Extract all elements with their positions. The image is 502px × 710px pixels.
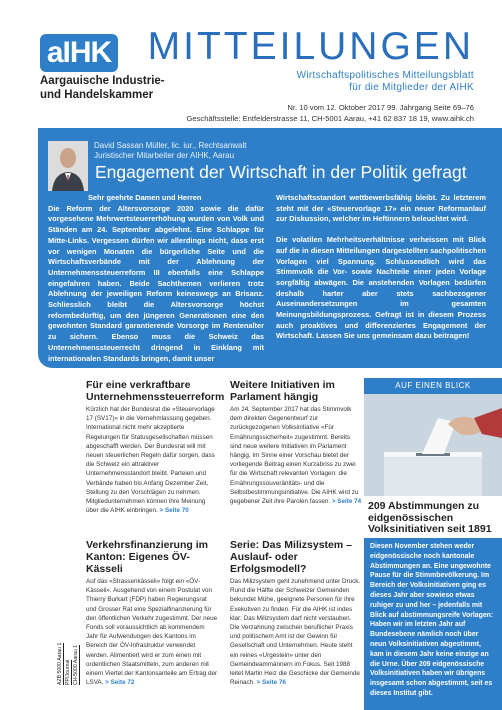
article-teaser: [86, 539, 218, 687]
article-teaser: [86, 379, 225, 515]
issue-line: Nr. 10 vom 12. Oktober 2017 99. Jahrgang Seite 69–76: [287, 103, 474, 112]
article-text: Das Milizsystem geht zunehmend unter Druck. Rund die Hälfte der Schweizer Gemeinden bekundet Mühe, geeignete Personen für ihre Exekutiven zu finden. Für die AIHK ist indes klar: Das Milizsystem darf nicht verstauben. Die Verzahnung zwischen beruflicher Praxis und politischem Amt ist der Gewinn für Gesellschaft und Unternehmen. Heute steht ein reines «Urgestein» unter den Gemeindeammännern im Fokus. Seit 1988 leitet Martin Heiz die Geschicke der Gemeinde Reinach.: [230, 578, 361, 687]
postal-line-3: CH-5000 Aarau 1: [73, 644, 79, 685]
author-byline: [94, 141, 247, 161]
article-title: Verkehrsfinanzierung im Kanton: Eigenes ÖV-Kässeli: [86, 539, 208, 575]
sidebar-header: AUF EINEN BLICK: [364, 378, 502, 394]
org-name-line2: und Handelskammer: [40, 89, 154, 101]
article-title: Serie: Das Milizsystem – Auslauf- oder Erfolgsmodell?: [230, 539, 352, 575]
editorial-greeting: Sehr geehrte Damen und Herren: [88, 193, 202, 202]
masthead-subtitle: [297, 70, 474, 94]
ballot-box-image: [364, 394, 502, 496]
postal-line-1: AZB 5000 Aarau 1: [57, 642, 63, 685]
article-title: Für eine verkraftbare Unternehmenssteuerreform: [86, 379, 225, 403]
article-body: [230, 405, 362, 506]
editorial-text-right: [276, 193, 486, 342]
org-name-line1: Aargauische Industrie-: [40, 75, 165, 87]
article-page-link[interactable]: > Seite 74: [331, 498, 362, 506]
article-page-link[interactable]: > Seite 70: [159, 507, 189, 515]
logo-text: aIHK: [46, 36, 112, 69]
editorial-column-right: [276, 193, 486, 342]
masthead-title: MITTEILUNGEN: [147, 25, 474, 68]
article-body: [86, 577, 218, 687]
article-text: Am 24. September 2017 hat das Stimmvolk dem direkten Gegenentwurf zur zurückgezogenen Volksinitiative «Für Ernährungssicherheit» zugestimmt. Bereits sind neue weitere Initiativen im Parlament hängig. Im Sinne einer Vorschau bietet der vorliegende Beitrag einen Kurzabriss zu zwei für die Wirtschaft relevanten Vorlagen: die Ernährungssouveränitäts- und die Selbstbestimmungsinitiative. Die AIHK wird zu gegebener Zeit ihre Parolen fassen.: [230, 406, 359, 506]
article-text: Auf das «Strassenkässeli» folgt ein «ÖV-Kässeli». Ausgehend von einem Postulat von Thierry Burkart (FDP) haben Regierungsrat und Grosser Rat eine Spezialfinanzierung für den öffentlichen Verkehr zugestimmt. Der neue Fonds soll voraussichtlich ab kommendem Jahr für Aufwendungen des Kantons im Bereich der ÖV-Infrastruktur verwendet werden. Alimentiert wird er zum einen mit ordentlichen Staatsmitteln, zum anderen mit einem Viertel der Kantonsanteile am Ertrag der LSVA.: [86, 578, 218, 687]
subtitle-line1: Wirtschaftspolitisches Mitteilungsblatt: [296, 70, 474, 81]
aihk-logo: [40, 34, 118, 72]
author-role: Juristischer Mitarbeiter der AIHK, Aarau: [94, 151, 235, 160]
editorial-column-left: [48, 193, 264, 364]
article-page-link[interactable]: > Seite 76: [256, 679, 286, 687]
address-line: Geschäftsstelle: Entfelderstrasse 11, CH-5001 Aarau, +41 62 837 18 19, www.aihk.ch: [186, 114, 474, 123]
author-name: David Sassan Müller, lic. iur., Rechtsanwalt: [94, 141, 247, 150]
editorial-paragraph-1: Die Reform der Altersvorsorge 2020 sowie die dafür vorgesehene Mehrwertsteuererhöhung wurden von Volk und Ständen am 24. September abgelehnt. Eine Schlappe für Mitte-Links. Vergessen dürfen wir allerdings nicht, dass erst vor wenigen Monaten die bürgerliche Seite und die Wirtschaftsverbände mit der Ablehnung der Unternehmenssteuerreform III ebenfalls eine Schlappe eingefahren haben. Beide Sachthemen verlieren trotz Ablehnung der jeweiligen Reform keineswegs an Brisanz. Schliesslich bleibt die Altersvorsorge höchst reformbedürftig, um den jüngeren Generationen eine den gewohnten Standard garantierende Vorsorge im Rentenalter zu sichern. Ebenso muss die Schweiz das Unternehmenssteuerrecht dringend in Einklang mit internationalen Standards bringen, damit unser: [48, 203, 264, 363]
sidebar-body: Diesen November stehen weder eidgenössische noch kantonale Abstimmungen an. Eine ungewohnte Pause für die Stimmbevölkerung. Im Bereich der Volksinitiativen ging es dieses Jahr aber sowieso etwas ruhiger zu und her – jedenfalls mit Blick auf abstimmungsreife Vorlagen: Haben wir im letzten Jahr auf Bundesebene nämlich noch über neun Volksinitiativen abgestimmt, kam in diesem Jahr keine einzige an die Urne. Über 209 eidgenössische Volksinitiativen haben wir übrigens insgesamt schon abgestimmt, seit es dieses Institut gibt.: [364, 538, 502, 710]
article-body: [86, 405, 218, 515]
subtitle-line2: für die Mitglieder der AIHK: [349, 82, 474, 93]
at-a-glance-sidebar: [364, 378, 502, 710]
postal-line-2: PP/Journal: [65, 659, 71, 685]
article-title: Weitere Initiativen im Parlament hängig: [230, 379, 335, 403]
editorial-paragraph-3: Die volatilen Mehrheitsverhältnisse verheissen mit Blick auf die in diesen Mitteilungen dargestellten sachpolitischen Vorlagen viel Spannung. Schlussendlich wird das Stimmvolk die Vor- sowie Nachteile einer jeden Vorlage sorgfältig abwägen. Die anstehenden Vorlagen bedürfen deshalb harter aber stets sachbezogener Auseinandersetzungen im gesamten Meinungsbildungsprozess. Gefragt ist in diesem Prozess auch proaktives und differenziertes Engagement der Wirtschaft. Lassen Sie uns gemeinsam dazu beitragen!: [276, 235, 486, 341]
author-photo: [48, 141, 88, 191]
article-body: [230, 577, 362, 687]
editorial-text-left: [48, 193, 264, 364]
organization-name: [40, 74, 165, 102]
postal-imprint: [55, 613, 83, 685]
editorial-headline: Engagement der Wirtschaft in der Politik gefragt: [95, 162, 467, 182]
article-page-link[interactable]: > Seite 72: [105, 679, 135, 687]
article-teaser: [230, 539, 362, 687]
article-text: Kürzlich hat der Bundesrat die «Steuervorlage 17 (SV17)» in die Vernehmlassung gegeben. International nicht mehr akzeptierte Regelungen für Statusgesellschaften müssen abgeschafft werden. Der Bundesrat will mit neuen steuerlichen Regeln dafür sorgen, dass die Schweiz ein attraktiver Unternehmensstandort bleibt. Parteien und Verbände haben bis Anfang Dezember Zeit, Stellung zu den Vorschlägen zu nehmen. Mitgliedunternehmen können ihre Meinung über die AIHK einbringen.: [86, 406, 215, 515]
sidebar-title: 209 Abstimmungen zu eidgenössischen Volksinitiativen seit 1891: [368, 500, 492, 535]
editorial-paragraph-2: Wirtschaftsstandort wettbewerbsfähig bleibt. Zu letzterem steht mit der «Steuervorlage 17» ein neuer Reformanlauf zur Diskussion, welcher im Heftinnern beleuchtet wird.: [276, 193, 486, 224]
article-teaser: [230, 379, 362, 506]
